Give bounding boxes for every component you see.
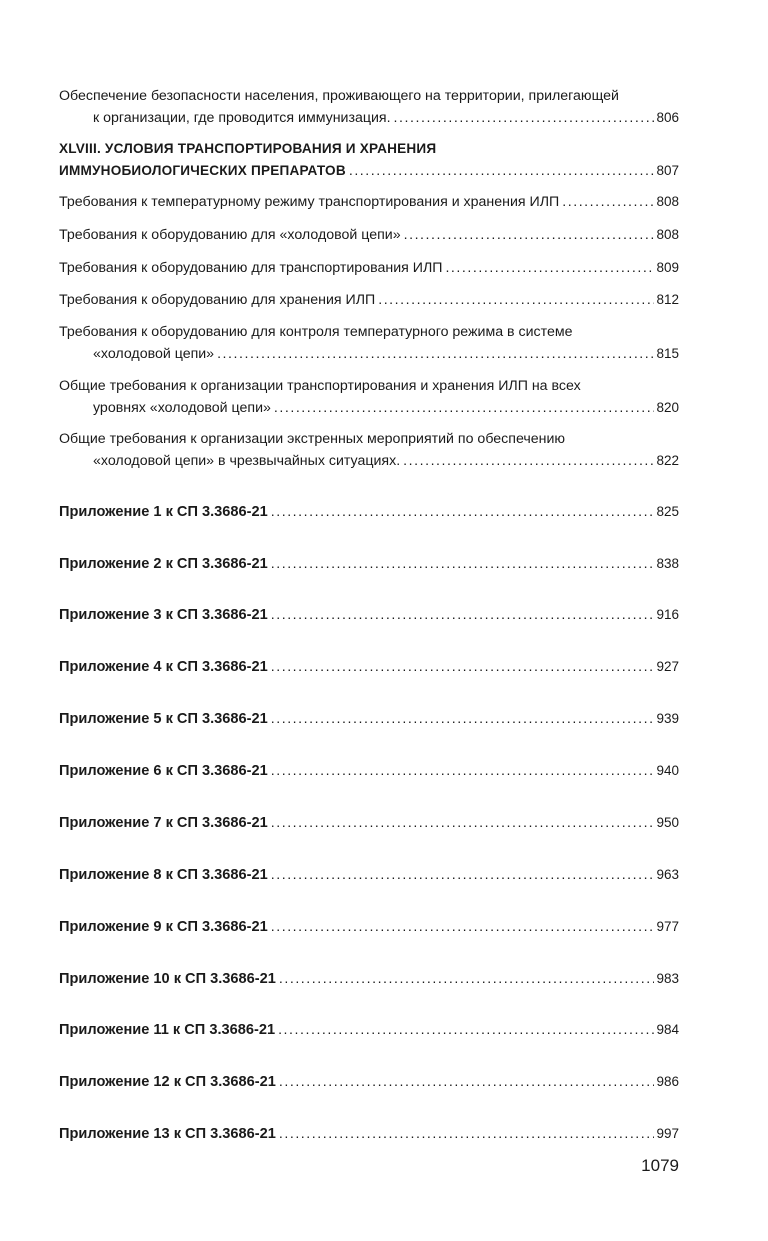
toc-page-number: 927 — [656, 659, 679, 674]
leader-dots — [279, 968, 655, 990]
toc-page-number: 808 — [656, 227, 679, 242]
toc-appendix-title: Приложение 5 к СП 3.3686-21 — [59, 711, 268, 727]
toc-appendix-3[interactable] — [59, 604, 679, 626]
leader-dots — [394, 107, 655, 129]
toc-entry-text: «холодовой цепи» в чрезвычайных ситуациях. — [93, 453, 401, 469]
toc-entry-line — [59, 553, 679, 575]
leader-dots — [279, 1123, 655, 1145]
toc-entry-text: Обеспечение безопасности населения, проживающего на территории, прилегающей — [59, 88, 619, 104]
toc-appendix-title: Приложение 10 к СП 3.3686-21 — [59, 971, 276, 987]
toc-appendix-title: Приложение 12 к СП 3.3686-21 — [59, 1074, 276, 1090]
toc-section-title: ИММУНОБИОЛОГИЧЕСКИХ ПРЕПАРАТОВ — [59, 163, 346, 178]
toc-entry-line — [59, 191, 679, 213]
toc-page-number: 977 — [656, 919, 679, 934]
toc-entry-line — [59, 656, 679, 678]
toc-entry-line — [59, 107, 679, 129]
leader-dots — [271, 501, 655, 523]
leader-dots — [404, 224, 655, 246]
toc-entry-text: Общие требования к организации транспортирования и хранения ИЛП на всех — [59, 378, 581, 394]
toc-page-number: 916 — [656, 607, 679, 622]
toc-entry-text: Требования к оборудованию для хранения ИЛП — [59, 292, 376, 308]
toc-page-number: 820 — [656, 400, 679, 415]
toc-appendix-title: Приложение 1 к СП 3.3686-21 — [59, 504, 268, 520]
leader-dots — [271, 708, 655, 730]
toc-entry-line — [59, 1071, 679, 1093]
toc-entry-text: Требования к оборудованию для «холодовой цепи» — [59, 227, 401, 243]
toc-entry-line — [59, 343, 679, 365]
toc-section-xlviii[interactable] — [59, 138, 679, 182]
toc-page-number: 983 — [656, 971, 679, 986]
toc-page-number: 822 — [656, 453, 679, 468]
toc-page-number: 806 — [656, 110, 679, 125]
toc-entry-population-safety[interactable] — [59, 85, 679, 129]
toc-page-number: 963 — [656, 867, 679, 882]
toc-appendix-title: Приложение 11 к СП 3.3686-21 — [59, 1022, 276, 1038]
toc-entry-line — [59, 450, 679, 472]
toc-appendix-title: Приложение 6 к СП 3.3686-21 — [59, 763, 268, 779]
toc-page-number: 808 — [656, 194, 679, 209]
toc-entry-cold-chain-equipment[interactable] — [59, 224, 679, 246]
toc-entry-temperature-control-equipment[interactable] — [59, 321, 679, 365]
toc-entry-transport-equipment[interactable] — [59, 257, 679, 279]
toc-entry-text: Требования к оборудованию для транспортирования ИЛП — [59, 260, 443, 276]
toc-page-number: 997 — [656, 1126, 679, 1141]
toc-appendix-6[interactable] — [59, 760, 679, 782]
toc-appendix-11[interactable] — [59, 1019, 679, 1041]
toc-entry-line — [59, 257, 679, 279]
toc-appendix-12[interactable] — [59, 1071, 679, 1093]
toc-entry-line — [59, 604, 679, 626]
toc-entry-line — [59, 708, 679, 730]
toc-entry-line — [59, 224, 679, 246]
leader-dots — [562, 191, 654, 213]
leader-dots — [278, 1019, 654, 1041]
toc-appendix-4[interactable] — [59, 656, 679, 678]
toc-page-number: 815 — [656, 346, 679, 361]
toc-entry-line — [59, 428, 679, 450]
toc-appendix-title: Приложение 9 к СП 3.3686-21 — [59, 919, 268, 935]
toc-page-number: 809 — [656, 260, 679, 275]
toc-entry-line — [59, 812, 679, 834]
toc-appendix-8[interactable] — [59, 864, 679, 886]
leader-dots — [279, 1071, 655, 1093]
toc-entry-text: Общие требования к организации экстренных мероприятий по обеспечению — [59, 431, 566, 447]
toc-page-number: 838 — [656, 556, 679, 571]
toc-entry-line — [59, 138, 679, 160]
toc-entry-line — [59, 397, 679, 419]
toc-page-number: 807 — [656, 163, 679, 178]
toc-entry-temperature-requirements[interactable] — [59, 191, 679, 213]
toc-entry-storage-equipment[interactable] — [59, 289, 679, 311]
toc-entry-line — [59, 501, 679, 523]
toc-entry-line — [59, 864, 679, 886]
toc-appendix-7[interactable] — [59, 812, 679, 834]
leader-dots — [217, 343, 654, 365]
leader-dots — [271, 812, 655, 834]
leader-dots — [271, 553, 655, 575]
toc-appendix-title: Приложение 7 к СП 3.3686-21 — [59, 815, 268, 831]
leader-dots — [271, 656, 655, 678]
toc-entry-line — [59, 375, 679, 397]
toc-appendix-title: Приложение 2 к СП 3.3686-21 — [59, 556, 268, 572]
toc-entry-text: уровнях «холодовой цепи» — [93, 400, 271, 416]
toc-appendix-2[interactable] — [59, 553, 679, 575]
toc-entry-line — [59, 160, 679, 182]
toc-page-number: 940 — [656, 763, 679, 778]
toc-appendix-title: Приложение 4 к СП 3.3686-21 — [59, 659, 268, 675]
toc-page-number: 812 — [656, 292, 679, 307]
toc-appendix-13[interactable] — [59, 1123, 679, 1145]
toc-page-number: 986 — [656, 1074, 679, 1089]
leader-dots — [271, 760, 655, 782]
toc-entry-line — [59, 1123, 679, 1145]
leader-dots — [445, 257, 654, 279]
toc-entry-text: к организации, где проводится иммунизация. — [93, 110, 391, 126]
table-of-contents — [59, 0, 679, 1241]
toc-entry-text: Требования к оборудованию для контроля температурного режима в системе — [59, 324, 573, 340]
toc-appendix-5[interactable] — [59, 708, 679, 730]
toc-entry-emergency-measures[interactable] — [59, 428, 679, 472]
toc-entry-line — [59, 916, 679, 938]
toc-entry-general-organization[interactable] — [59, 375, 679, 419]
toc-entry-line — [59, 321, 679, 343]
leader-dots — [274, 397, 655, 419]
toc-entry-line — [59, 968, 679, 990]
toc-page-number: 984 — [656, 1022, 679, 1037]
toc-entry-line — [59, 85, 679, 107]
toc-entry-line — [59, 1019, 679, 1041]
toc-appendix-9[interactable] — [59, 916, 679, 938]
toc-appendix-title: Приложение 8 к СП 3.3686-21 — [59, 867, 268, 883]
leader-dots — [271, 864, 655, 886]
toc-page-number: 825 — [656, 504, 679, 519]
leader-dots — [271, 916, 655, 938]
toc-section-title: XLVIII. УСЛОВИЯ ТРАНСПОРТИРОВАНИЯ И ХРАНЕНИЯ — [59, 141, 437, 156]
toc-appendix-1[interactable] — [59, 501, 679, 523]
leader-dots — [378, 289, 654, 311]
toc-appendix-title: Приложение 13 к СП 3.3686-21 — [59, 1126, 276, 1142]
toc-page-number: 939 — [656, 711, 679, 726]
page-footer-number: 1079 — [641, 1156, 679, 1175]
toc-appendix-title: Приложение 3 к СП 3.3686-21 — [59, 607, 268, 623]
leader-dots — [349, 160, 655, 182]
toc-entry-text: «холодовой цепи» — [93, 346, 215, 362]
toc-appendix-10[interactable] — [59, 968, 679, 990]
toc-page-number: 950 — [656, 815, 679, 830]
leader-dots — [403, 450, 654, 472]
toc-entry-line — [59, 289, 679, 311]
leader-dots — [271, 604, 655, 626]
toc-entry-line — [59, 760, 679, 782]
toc-entry-text: Требования к температурному режиму транспортирования и хранения ИЛП — [59, 194, 560, 210]
